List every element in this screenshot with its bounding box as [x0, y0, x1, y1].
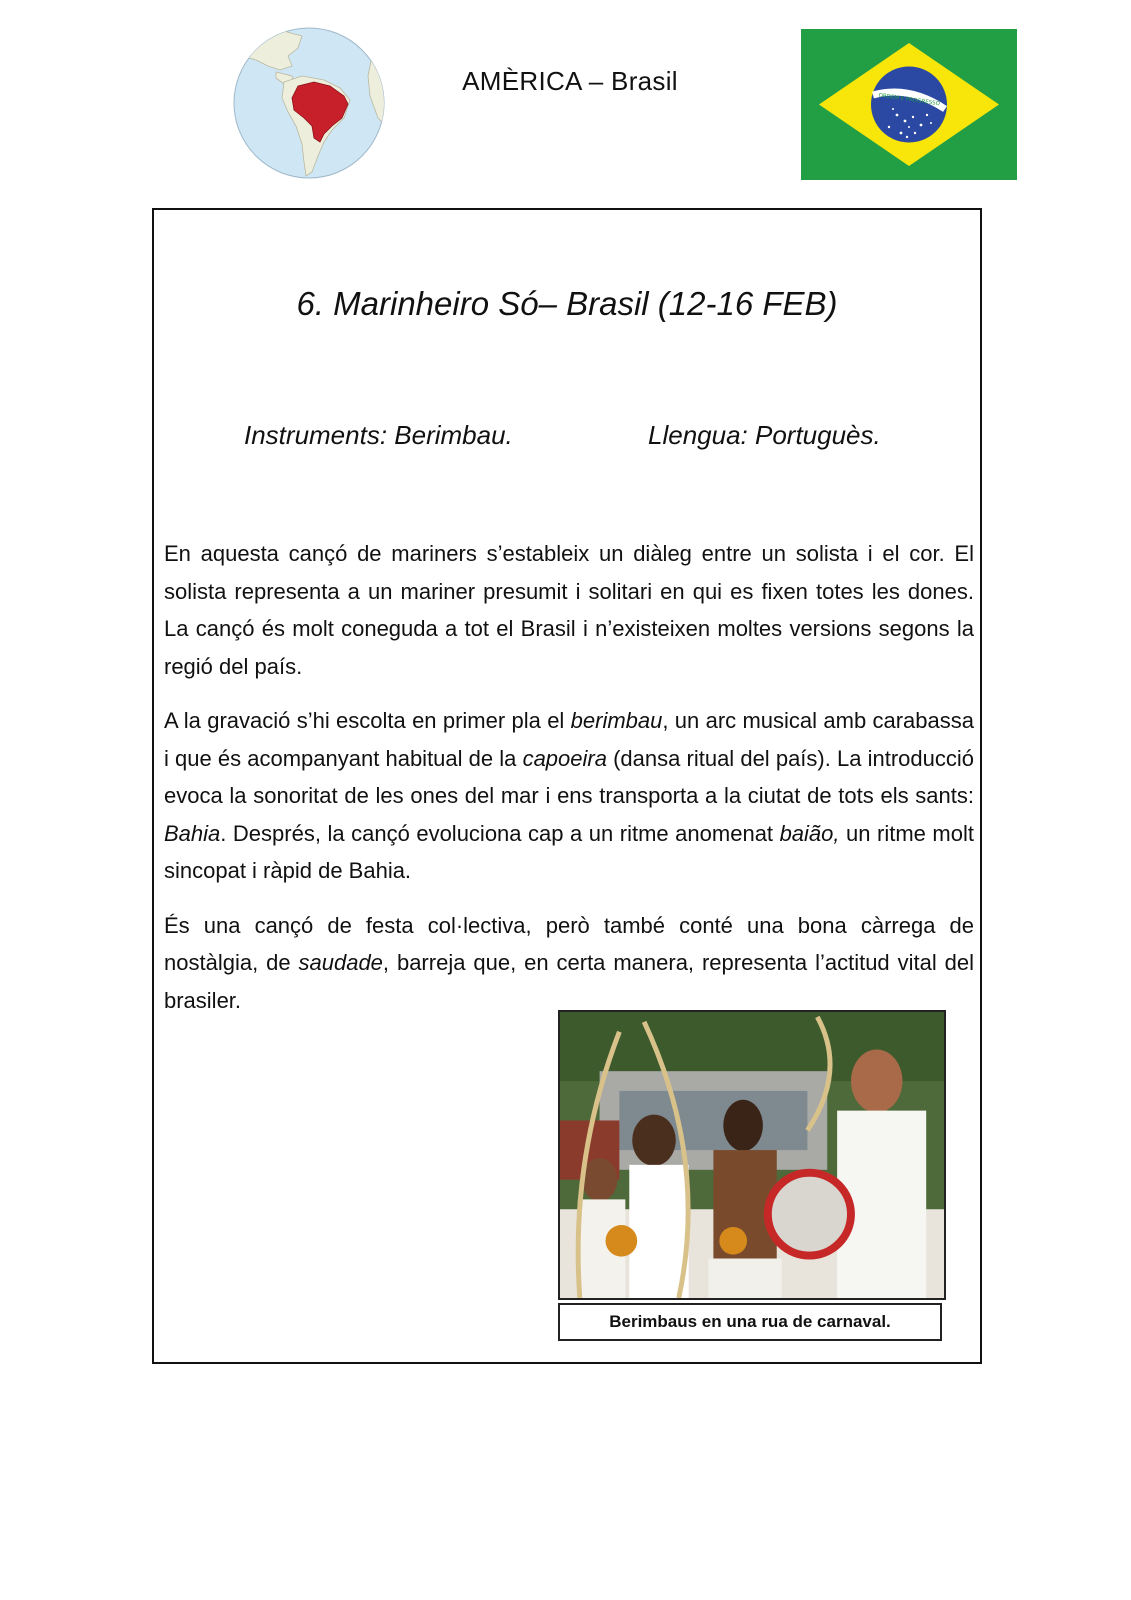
song-title: 6. Marinheiro Só– Brasil (12-16 FEB)	[296, 285, 838, 322]
globe-map-icon	[232, 26, 386, 180]
song-card	[152, 208, 982, 1364]
paragraph-2: A la gravació s’hi escolta en primer pla el berimbau, un arc musical amb carabassa i que és acompanyant habitual de la capoeira (dansa ritual del país). La introducció evoca la sonoritat de les ones del mar i ens transporta a la ciutat de tots els sants: Bahia. Després, la cançó evoluciona cap a un ritme anomenat baião, un ritme molt sincopat i ràpid de Bahia.	[164, 708, 975, 883]
instruments-label: Instruments: Berimbau.	[244, 420, 513, 450]
flag-motto: ORDEM E PROGRESSO	[878, 92, 941, 108]
language-label: Llengua: Portuguès.	[648, 420, 881, 450]
song-description	[164, 535, 974, 1036]
brazil-flag-icon	[801, 29, 1017, 180]
photo-caption: Berimbaus en una rua de carnaval.	[558, 1303, 942, 1341]
page-header-title: AMÈRICA – Brasil	[462, 66, 678, 96]
paragraph-3: És una cançó de festa col·lectiva, però també conté una bona càrrega de nostàlgia, de saudade, barreja que, en certa manera, representa l’actitud vital del brasiler.	[164, 912, 974, 1013]
paragraph-1: En aquesta cançó de mariners s’estableix un diàleg entre un solista i el cor. El solista representa a un mariner presumit i solitari en qui es fixen totes les dones. La cançó és molt coneguda a tot el Brasil i n’existeixen moltes versions segons la regió del país.	[164, 541, 974, 679]
photo-figure	[558, 1010, 946, 1341]
carnival-berimbau-photo	[558, 1010, 946, 1300]
